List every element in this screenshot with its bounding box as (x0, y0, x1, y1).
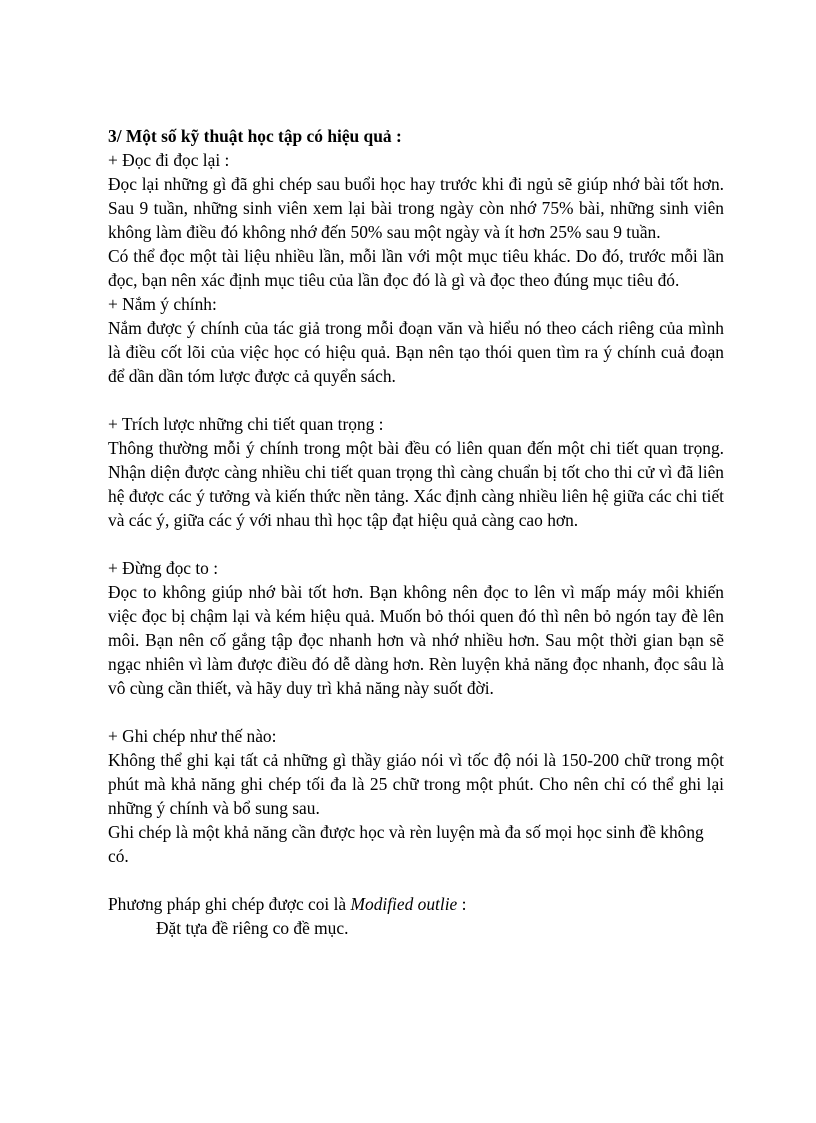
main-idea-paragraph: Nắm được ý chính của tác giả trong mỗi đoạn văn và hiểu nó theo cách riêng của mình là điều cốt lõi của việc học có hiệu quả. Bạn nên tạo thói quen tìm ra ý chính cuả đoạn để dần dần tóm lược được cả quyển sách. (108, 318, 724, 386)
reread-label: + Đọc đi đọc lại : (108, 150, 230, 170)
method-prefix: Phương pháp ghi chép được coi là (108, 894, 351, 914)
main-idea-label: + Nắm ý chính: (108, 294, 217, 314)
method-suffix: : (457, 894, 467, 914)
section-heading: 3/ Một số kỹ thuật học tập có hiệu quả : (108, 126, 402, 146)
method-item: Đặt tựa đề riêng co đề mục. (156, 918, 349, 938)
no-read-aloud-paragraph: Đọc to không giúp nhớ bài tốt hơn. Bạn không nên đọc to lên vì mấp máy môi khiến việc đọc bị chậm lại và kém hiệu quả. Muốn bỏ thói quen đó thì nên bỏ ngón tay đè lên môi. Bạn nên cố gắng tập đọc nhanh hơn và nhớ nhiều hơn. Sau một thời gian bạn sẽ ngạc nhiên vì làm được điều đó dễ dàng hơn. Rèn luyện khả năng đọc nhanh, đọc sâu là vô cùng cần thiết, và hãy duy trì khả năng này suốt đời. (108, 582, 724, 698)
reread-paragraph-2: Có thể đọc một tài liệu nhiều lần, mỗi lần với một mục tiêu khác. Do đó, trước mỗi lần đọc, bạn nên xác định mục tiêu của lần đọc đó là gì và đọc theo đúng mục tiêu đó. (108, 246, 724, 290)
spacer (108, 388, 724, 412)
spacer (108, 868, 724, 892)
reread-paragraph-1: Đọc lại những gì đã ghi chép sau buổi học hay trước khi đi ngủ sẽ giúp nhớ bài tốt hơn. Sau 9 tuần, những sinh viên xem lại bài trong ngày còn nhớ 75% bài, những sinh viên không làm điều đó không nhớ đến 50% sau một ngày và ít hơn 25% sau 9 tuần. (108, 174, 724, 242)
note-taking-paragraph-1: Không thể ghi kại tất cả những gì thầy giáo nói vì tốc độ nói là 150-200 chữ trong một phút mà khả năng ghi chép tối đa là 25 chữ trong một phút. Cho nên chỉ có thể ghi lại những ý chính và bổ sung sau. (108, 750, 724, 818)
key-details-paragraph: Thông thường mỗi ý chính trong một bài đều có liên quan đến một chi tiết quan trọng. Nhận diện được càng nhiều chi tiết quan trọng thì càng chuẩn bị tốt cho thi cử vì đã liên hệ được các ý tưởng và kiến thức nền tảng. Xác định càng nhiều liên hệ giữa các chi tiết và các ý, giữa các ý với nhau thì học tập đạt hiệu quả càng cao hơn. (108, 438, 724, 530)
document-page (108, 124, 724, 940)
key-details-label: + Trích lược những chi tiết quan trọng : (108, 414, 384, 434)
note-taking-label: + Ghi chép như thế nào: (108, 726, 277, 746)
method-term: Modified outlie (350, 894, 458, 914)
no-read-aloud-label: + Đừng đọc to : (108, 558, 219, 578)
spacer (108, 700, 724, 724)
note-taking-paragraph-2: Ghi chép là một khả năng cần được học và rèn luyện mà đa số mọi học sinh đề không có. (108, 822, 704, 866)
method-line (108, 892, 724, 916)
spacer (108, 532, 724, 556)
